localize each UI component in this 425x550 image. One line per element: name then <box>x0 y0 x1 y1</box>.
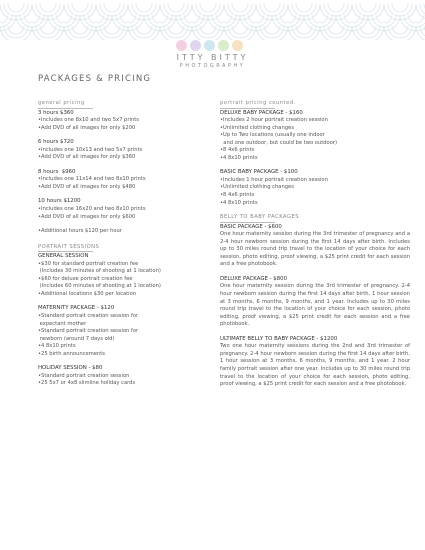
brand-dot <box>218 40 229 51</box>
belly-package-description: One hour maternity session during the 3rd trimester of pregnancy and a 2-4 hour newborn session during the first 14 days after birth. Includes up to 30 miles round trip travel to the location of your choice for each session, photo editing, proof viewing, a $25 print credit for each session and a free photobook. <box>220 231 410 268</box>
price-heading: 10 hours $1200 <box>38 198 81 205</box>
price-detail: •Includes one 16x20 and two 8x10 prints <box>38 206 146 213</box>
package-detail: •Includes 2 hour portrait creation session <box>220 117 328 124</box>
price-heading: 6 hours $720 <box>38 139 74 146</box>
portrait-pricing-cont-list <box>220 110 410 208</box>
package-detail: •8 4x6 prints <box>220 147 255 154</box>
session-heading: HOLIDAY SESSION - $80 <box>38 365 103 372</box>
session-detail: •Standard portrait creation session for <box>38 328 139 335</box>
package-detail: •Unlimited clothing changes <box>220 124 294 131</box>
package-detail: •4 8x10 prints <box>220 199 258 206</box>
session-detail: •25 5x7 or 4x8 slimline holiday cards <box>38 380 136 387</box>
session-detail: •$60 for deluxe portrait creation fee <box>38 275 133 282</box>
session-detail: •4 8x10 prints <box>38 343 76 350</box>
package-detail: •Includes 1 hour portrait creation session <box>220 176 328 183</box>
session-detail: •$30 for standard portrait creation fee <box>38 260 139 267</box>
brand-name: ITTY BITTY <box>176 53 249 62</box>
package-detail: •Up to Two locations (usually one indoor <box>220 132 325 139</box>
general-pricing-list <box>38 110 213 229</box>
brand-logo <box>0 53 425 69</box>
session-detail: •Standard portrait creation session <box>38 372 130 379</box>
session-detail: (Includes 60 minutes of shooting at 1 location) <box>38 283 161 290</box>
scallop-border <box>0 0 425 40</box>
session-detail: expectant mother <box>38 320 87 327</box>
session-detail: •Standard portrait creation session for <box>38 313 139 320</box>
package-heading: BASIC BABY PACKAGE - $100 <box>220 169 298 176</box>
belly-package-heading: DELUXE PACKAGE - $800 <box>220 275 288 282</box>
package-detail: •4 8x10 prints <box>220 154 258 161</box>
brand-dot <box>204 40 215 51</box>
session-detail: •25 birth announcements <box>38 350 105 357</box>
portrait-sessions-list <box>38 253 213 388</box>
session-heading: GENERAL SESSION <box>38 253 89 260</box>
session-heading: MATERNITY PACKAGE - $120 <box>38 305 115 312</box>
package-detail: •Unlimited clothing changes <box>220 184 294 191</box>
price-heading: 3 hours $360 <box>38 109 74 116</box>
session-detail: (Includes 30 minutes of shooting at 1 location) <box>38 268 161 275</box>
price-detail: •Add DVD of all images for only $600 <box>38 213 136 220</box>
brand-dots <box>176 40 243 51</box>
brand-dot <box>190 40 201 51</box>
brand-dot <box>232 40 243 51</box>
price-detail: •Includes one 11x14 and two 8x10 prints <box>38 176 146 183</box>
package-detail: •8 4x6 prints <box>220 192 255 199</box>
session-detail: newborn (around 7 days old) <box>38 335 115 342</box>
belly-package-description: Two one hour maternity sessions during the 2nd and 3rd trimester of pregnancy. 2-4 hour newborn session during the first 14 days after birth, 1 hour session at 3 months, 6 months, 9 months, and 1 year. 2 hour family portrait session after one year. Includes up to 30 miles round trip travel to the location of your choice for each session, photo editing, proof viewing, a $25 print credit for each session and a free photobook. <box>220 343 410 388</box>
brand-subtitle: PHOTOGRAPHY <box>179 63 246 69</box>
right-column <box>220 100 410 389</box>
price-heading: 8 hours $960 <box>38 168 76 175</box>
belly-to-baby-label: BELLY TO BABY PACKAGES <box>220 214 410 223</box>
belly-package-heading: ULTIMATE BELLY TO BABY PACKAGE - $1200 <box>220 335 338 342</box>
price-detail: •Add DVD of all images for only $200 <box>38 124 136 131</box>
belly-to-baby-list <box>220 224 410 389</box>
brand-dot <box>176 40 187 51</box>
price-detail: •Includes one 10x13 and two 5x7 prints <box>38 146 143 153</box>
price-detail: •Add DVD of all images for only $480 <box>38 183 136 190</box>
belly-package-description: One hour maternity session during the 3rd trimester of pregnancy. 2-4 hour newborn session during the first 14 days after birth, 1 hour session at 3 months, 6 months, 9 months, and 1 year. Includes up to 30 miles round trip travel to the location of your choice for each session, photo editing, proof viewing, a $25 print credit for each session and a free photobook. <box>220 283 410 328</box>
belly-package-heading: BASIC PACKAGE - $600 <box>220 223 282 230</box>
left-column <box>38 100 213 388</box>
page-title: PACKAGES & PRICING <box>38 74 152 84</box>
general-pricing-label: general pricing <box>38 100 213 109</box>
portrait-pricing-cont-label: portrait pricing counted. <box>220 100 410 109</box>
package-detail: and one outdoor, but could be two outdoor) <box>220 139 338 146</box>
portrait-sessions-label: PORTRAIT SESSIONS <box>38 244 213 253</box>
price-detail: •Includes one 8x10 and two 5x7 prints <box>38 117 139 124</box>
price-detail: •Add DVD of all images for only $360 <box>38 154 136 161</box>
package-heading: DELUXE BABY PACKAGE - $160 <box>220 109 303 116</box>
session-detail: •Additional locations $30 per location <box>38 290 137 297</box>
additional-hours: •Additional hours $120 per hour <box>38 228 122 235</box>
